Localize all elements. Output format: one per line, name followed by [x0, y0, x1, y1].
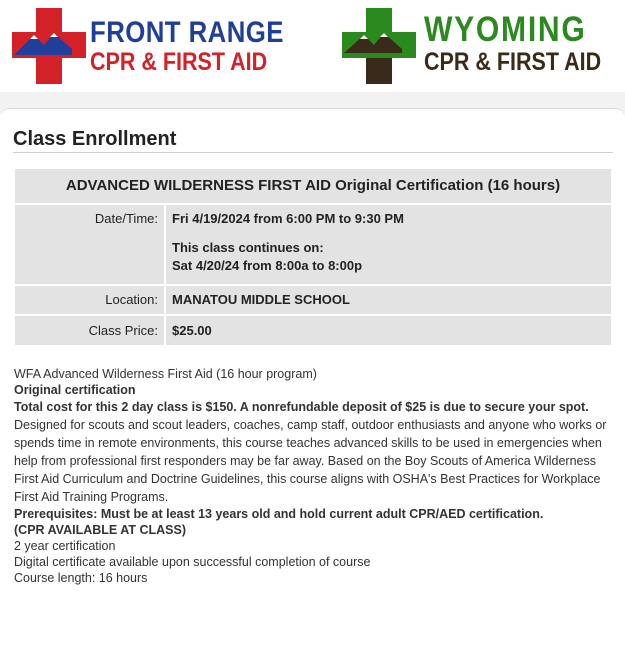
prerequisites: Prerequisites: Must be at least 13 years old and hold current adult CPR/AED certification.	[14, 507, 544, 521]
title-divider	[13, 152, 613, 153]
green-cross-mountain-icon	[338, 3, 422, 89]
course-code-line: WFA Advanced Wilderness First Aid (16 hour program)	[14, 367, 317, 381]
course-length: Course length: 16 hours	[14, 571, 148, 585]
front-range-logo[interactable]	[8, 3, 284, 89]
original-certification: Original certification	[14, 383, 136, 397]
red-cross-mountain-icon	[10, 3, 90, 89]
class-name: ADVANCED WILDERNESS FIRST AID Original Certification (16 hours)	[15, 169, 611, 203]
wyoming-title: WYOMING	[424, 10, 587, 49]
front-range-title: FRONT RANGE	[90, 16, 284, 49]
front-range-subtitle: CPR & FIRST AID	[90, 48, 268, 76]
location-row	[15, 286, 611, 314]
date-row	[15, 205, 611, 284]
date-value-cell	[166, 205, 611, 284]
class-details-table	[15, 169, 611, 347]
digital-certificate-note: Digital certificate available upon successful completion of course	[14, 555, 371, 569]
continues-label: This class continues on:	[172, 240, 324, 255]
date-label: Date/Time:	[15, 205, 164, 284]
wyoming-subtitle: CPR & FIRST AID	[424, 48, 602, 76]
date-value: Fri 4/19/2024 from 6:00 PM to 9:30 PM	[172, 211, 404, 226]
total-cost-note: Total cost for this 2 day class is $150. A nonrefundable deposit of $25 is due to secure your spot.	[14, 400, 589, 414]
cpr-note: (CPR AVAILABLE AT CLASS)	[14, 523, 186, 537]
class-description	[14, 366, 612, 586]
location-label: Location:	[15, 286, 164, 314]
price-label: Class Price:	[15, 316, 164, 345]
header-banner	[0, 0, 625, 92]
location-value: MANATOU MIDDLE SCHOOL	[166, 286, 611, 314]
continues-value: Sat 4/20/24 from 8:00a to 8:00p	[172, 258, 363, 273]
page-title: Class Enrollment	[13, 128, 177, 150]
price-row	[15, 316, 611, 345]
course-description: Designed for scouts and scout leaders, coaches, camp staff, outdoor enthusiasts and anyone who works or spends time in remote environments, this course teaches advanced skills to be used in emergencies when help from professional first responders may be far away. Based on the Boy Scouts of America Wilderness First Aid Curriculum and Doctrine Guidelines, this course aligns with OSHA's Best Practices for Workplace First Aid Training Programs.	[14, 418, 607, 504]
wyoming-logo[interactable]	[336, 3, 604, 89]
certification-length: 2 year certification	[14, 539, 116, 553]
price-value: $25.00	[166, 316, 611, 345]
